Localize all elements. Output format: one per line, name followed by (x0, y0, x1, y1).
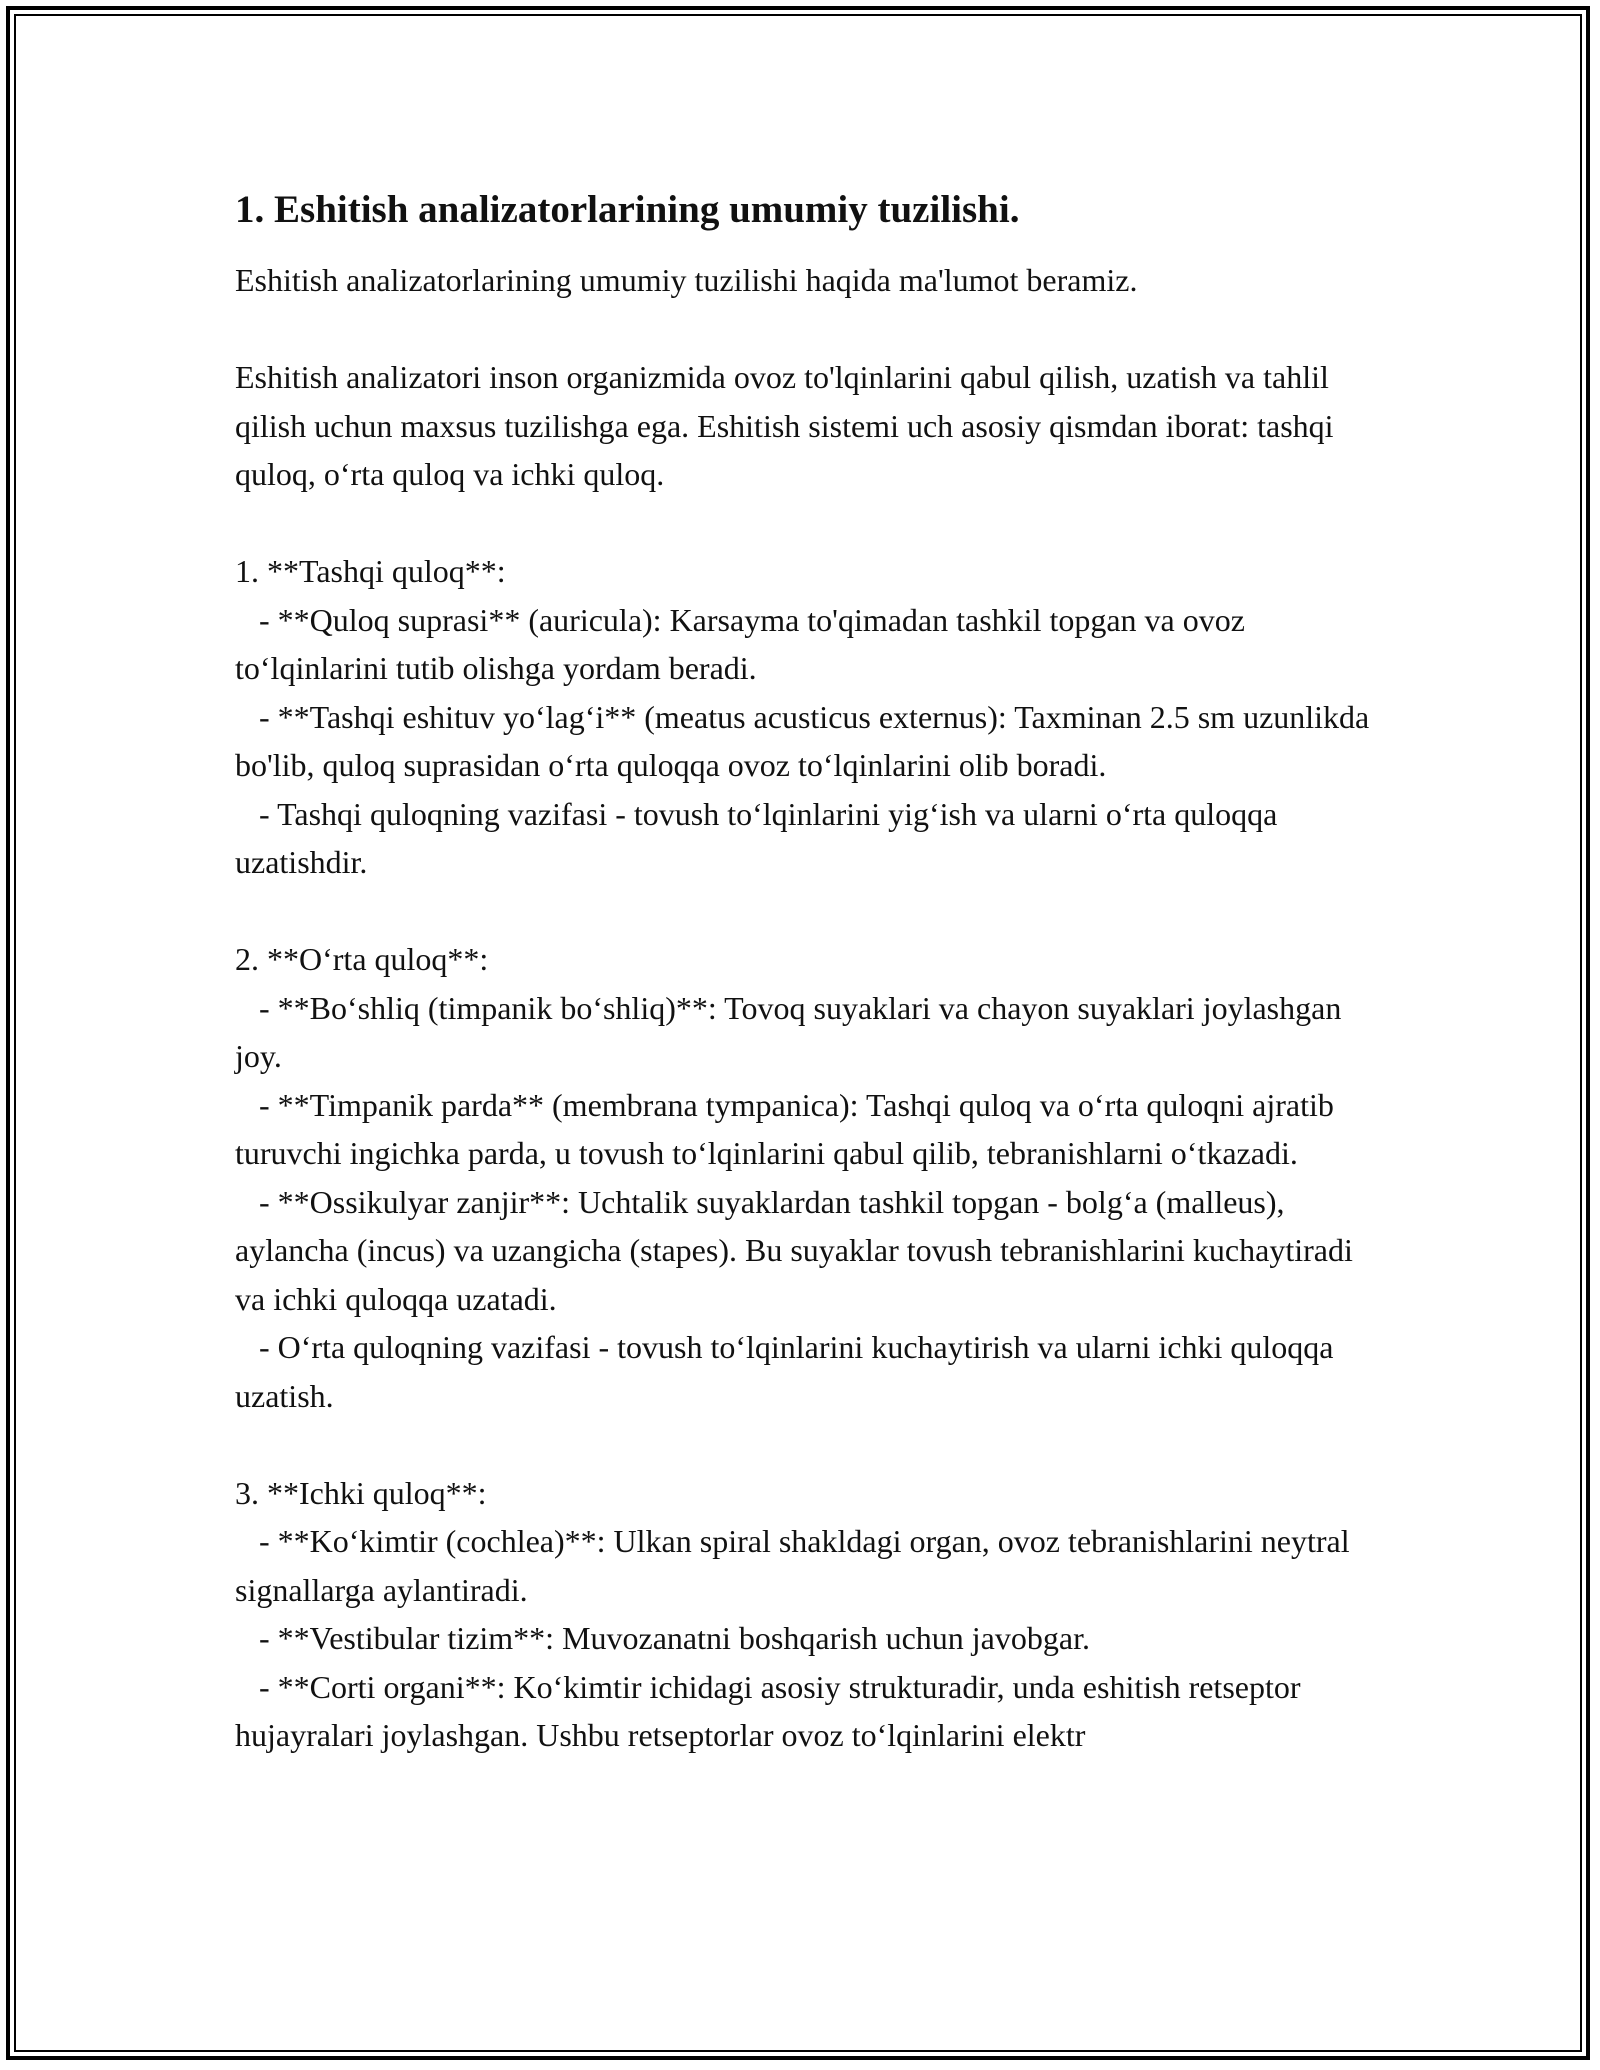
overview-paragraph: Eshitish analizatori inson organizmida ovoz to'lqinlarini qabul qilish, uzatish va tahlil qilish uchun maxsus tuzilishga ega. Eshitish sistemi uch asosiy qismdan iborat: tashqi quloq, o‘rta quloq va ichki quloq. (235, 359, 1342, 492)
list-item: - **Tashqi eshituv yo‘lag‘i** (meatus acusticus externus): Taxminan 2.5 sm uzunlikda bo'lib, quloq suprasidan o‘rta quloqqa ovoz to‘lqinlarini olib boradi. (235, 698, 1378, 783)
list-item: - **Bo‘shliq (timpanik bo‘shliq)**: Tovoq suyaklari va chayon suyaklari joylashgan joy. (235, 989, 1350, 1074)
document-body (235, 186, 1385, 1760)
intro-paragraph: Eshitish analizatorlarining umumiy tuzilishi haqida ma'lumot beramiz. (235, 262, 1138, 298)
section-middle-ear (235, 935, 1385, 1420)
list-item: - O‘rta quloqning vazifasi - tovush to‘lqinlarini kuchaytirish va ularni ichki quloqqa uzatish. (235, 1329, 1342, 1414)
section-outer-ear (235, 547, 1385, 887)
paragraph-spacer (235, 305, 1385, 354)
paragraph-spacer (235, 499, 1385, 548)
list-item: - **Ossikulyar zanjir**: Uchtalik suyaklardan tashkil topgan - bolg‘a (malleus), aylancha (incus) va uzangicha (stapes). Bu suyaklar tovush tebranishlarini kuchaytiradi va ichki quloqqa uzatadi. (235, 1183, 1361, 1317)
section-heading: 1. **Tashqi quloq**: (235, 553, 506, 589)
document-title: 1. Eshitish analizatorlarining umumiy tuzilishi. (235, 188, 1020, 231)
list-item: - **Ko‘kimtir (cochlea)**: Ulkan spiral shakldagi organ, ovoz tebranishlarini neytral signallarga aylantiradi. (235, 1523, 1358, 1608)
section-inner-ear (235, 1469, 1385, 1760)
list-item: - **Quloq suprasi** (auricula): Karsayma to'qimadan tashkil topgan va ovoz to‘lqinlarini tutib olishga yordam beradi. (235, 601, 1253, 686)
list-item: - **Corti organi**: Ko‘kimtir ichidagi asosiy strukturadir, unda eshitish retseptor hujayralari joylashgan. Ushbu retseptorlar ovoz to‘lqinlarini elektr (235, 1668, 1309, 1753)
paragraph-spacer (235, 1420, 1385, 1469)
section-heading: 3. **Ichki quloq**: (235, 1474, 487, 1511)
list-item: - **Vestibular tizim**: Muvozanatni boshqarish uchun javobgar. (235, 1620, 1090, 1656)
list-item: - Tashqi quloqning vazifasi - tovush to‘lqinlarini yig‘ish va ularni o‘rta quloqqa uzatishdir. (235, 795, 1286, 880)
paragraph-spacer (235, 887, 1385, 936)
section-heading: 2. **O‘rta quloq**: (235, 941, 489, 977)
list-item: - **Timpanik parda** (membrana tympanica): Tashqi quloq va o‘rta quloqni ajratib turuvchi ingichka parda, u tovush to‘lqinlarini qabul qilib, tebranishlarni o‘tkazadi. (235, 1086, 1342, 1171)
